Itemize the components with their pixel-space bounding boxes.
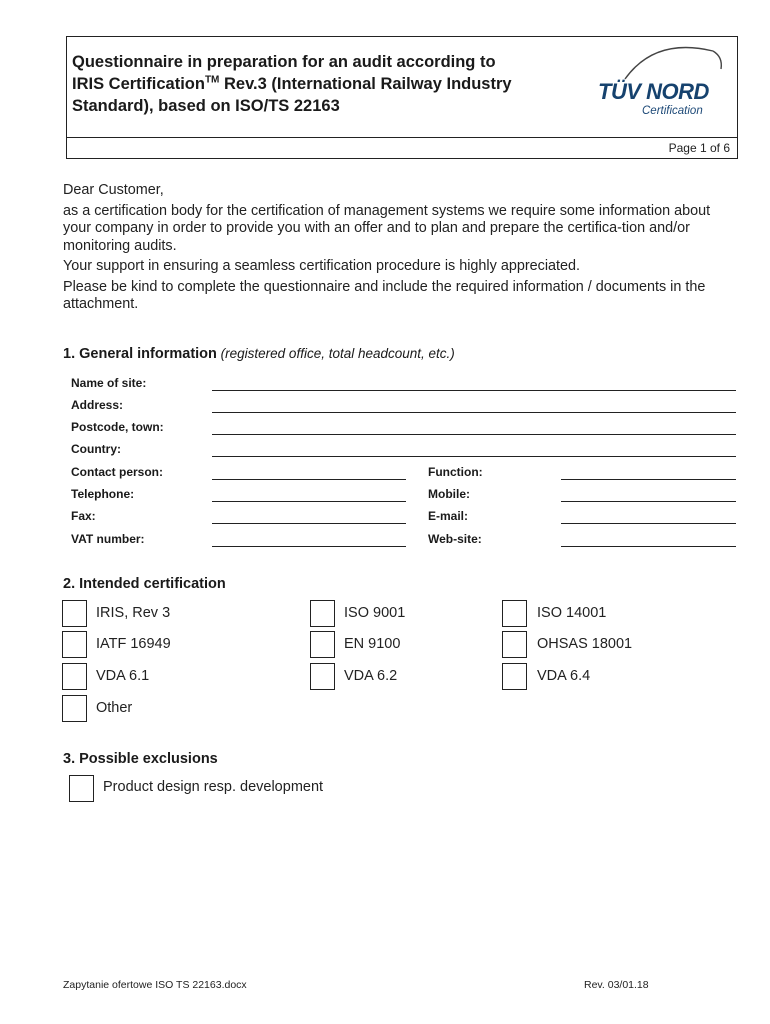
header-box: [66, 36, 738, 159]
checkbox-vda-6-2[interactable]: [310, 663, 335, 690]
title-line-2-pre: IRIS Certification: [72, 75, 205, 93]
input-address[interactable]: [212, 412, 736, 413]
label-mobile: Mobile:: [428, 487, 470, 501]
label-country: Country:: [71, 442, 121, 456]
checkbox-other[interactable]: [62, 695, 87, 722]
input-function[interactable]: [561, 479, 736, 480]
title-line-2-post: Rev.3 (International Railway Industry: [219, 75, 512, 93]
section-1-note: (registered office, total headcount, etc.): [216, 346, 455, 361]
label-vat-number: VAT number:: [71, 532, 145, 546]
label-iatf-16949: IATF 16949: [96, 636, 171, 652]
trademark-sup: TM: [204, 74, 220, 86]
checkbox-iatf-16949[interactable]: [62, 631, 87, 658]
page-number: Page 1 of 6: [668, 141, 730, 155]
title-line-1: Questionnaire in preparation for an audit according to: [72, 53, 496, 71]
input-fax[interactable]: [212, 523, 406, 524]
title-line-2: [72, 73, 572, 95]
intro-paragraph-2: Your support in ensuring a seamless certification procedure is highly appreciated.: [63, 258, 581, 274]
label-iso-9001: ISO 9001: [344, 605, 406, 621]
label-en-9100: EN 9100: [344, 636, 401, 652]
footer-filename: Zapytanie ofertowe ISO TS 22163.docx: [63, 979, 247, 991]
input-website[interactable]: [561, 546, 736, 547]
checkbox-iso-14001[interactable]: [502, 600, 527, 627]
intro-paragraph-3: Please be kind to complete the questionnaire and include the required information / documents in the attachment.: [63, 278, 706, 312]
label-fax: Fax:: [71, 509, 96, 523]
input-country[interactable]: [212, 456, 736, 457]
label-website: Web-site:: [428, 532, 482, 546]
label-telephone: Telephone:: [71, 487, 135, 501]
checkbox-vda-6-4[interactable]: [502, 663, 527, 690]
section-general-information: [63, 346, 455, 362]
input-name-of-site[interactable]: [212, 390, 736, 391]
label-ohsas-18001: OHSAS 18001: [537, 636, 633, 652]
label-function: Function:: [428, 465, 483, 479]
label-postcode-town: Postcode, town:: [71, 420, 164, 434]
checkbox-product-design[interactable]: [69, 775, 94, 802]
title-line-3: Standard), based on ISO/TS 22163: [72, 97, 340, 115]
intro-paragraph-1: as a certification body for the certification of management systems we require some information about your company in order to provide you with an offer and to plan and prepare the certifica-tion and/or monitoring audits.: [63, 202, 711, 254]
label-contact-person: Contact person:: [71, 465, 164, 479]
input-vat-number[interactable]: [212, 546, 406, 547]
logo-sub: Certification: [642, 105, 703, 117]
checkbox-vda-6-1[interactable]: [62, 663, 87, 690]
checkbox-ohsas-18001[interactable]: [502, 631, 527, 658]
document-title: [72, 51, 572, 117]
intro-text: [63, 182, 723, 314]
input-telephone[interactable]: [212, 501, 406, 502]
input-postcode-town[interactable]: [212, 434, 736, 435]
checkbox-iso-9001[interactable]: [310, 600, 335, 627]
label-product-design: Product design resp. development: [103, 779, 324, 795]
section-3-title: 3. Possible exclusions: [63, 751, 218, 767]
label-address: Address:: [71, 398, 124, 412]
label-vda-6-1: VDA 6.1: [96, 668, 150, 684]
input-email[interactable]: [561, 523, 736, 524]
tuv-nord-logo: [595, 43, 735, 131]
header-divider: [67, 137, 737, 138]
checkbox-en-9100[interactable]: [310, 631, 335, 658]
label-email: E-mail:: [428, 509, 469, 523]
checkbox-iris-rev3[interactable]: [62, 600, 87, 627]
label-vda-6-2: VDA 6.2: [344, 668, 398, 684]
label-vda-6-4: VDA 6.4: [537, 668, 591, 684]
label-other: Other: [96, 700, 133, 716]
greeting: Dear Customer,: [63, 182, 164, 198]
label-iris-rev3: IRIS, Rev 3: [96, 605, 171, 621]
input-mobile[interactable]: [561, 501, 736, 502]
label-name-of-site: Name of site:: [71, 376, 147, 390]
input-contact-person[interactable]: [212, 479, 406, 480]
label-iso-14001: ISO 14001: [537, 605, 607, 621]
section-2-title: 2. Intended certification: [63, 576, 226, 592]
logo-brand: TÜV NORD: [598, 79, 709, 104]
footer-revision: Rev. 03/01.18: [584, 979, 649, 991]
section-1-title: 1. General information: [63, 346, 217, 362]
